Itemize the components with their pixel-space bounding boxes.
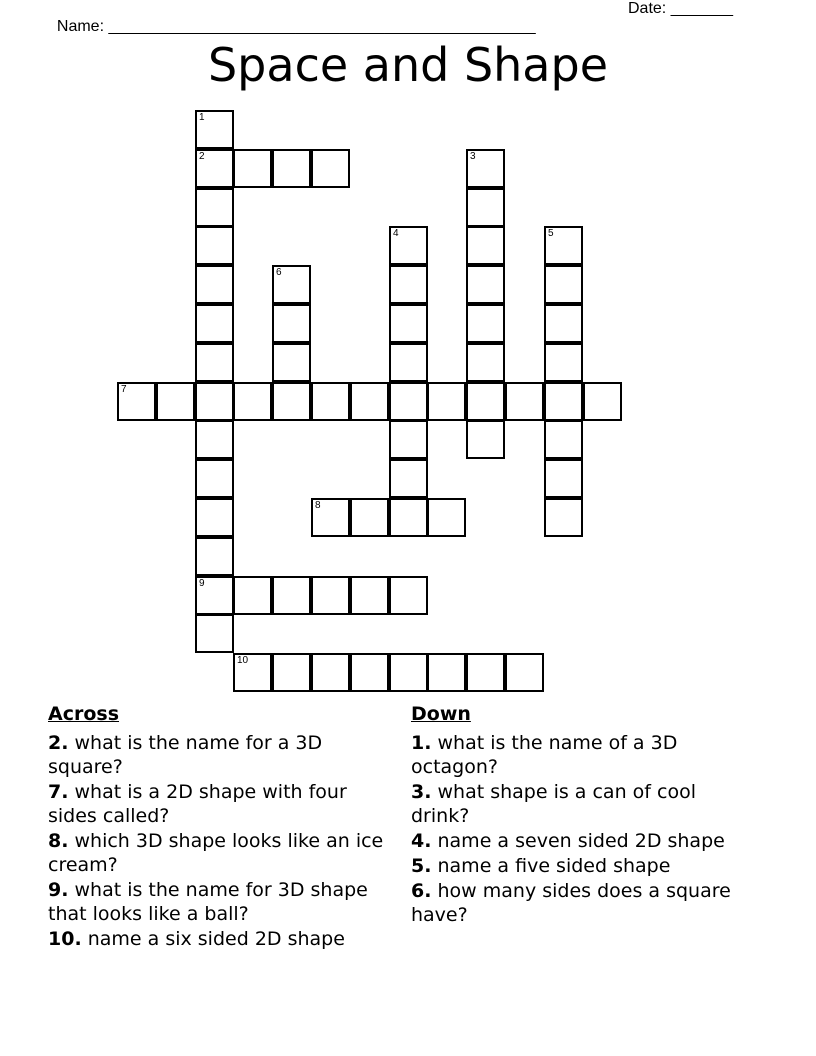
cell-clue-number: 7 (121, 384, 127, 395)
clue-text: what shape is a can of cool drink? (411, 781, 696, 827)
across-clue-7 (48, 780, 388, 828)
crossword-cell[interactable] (195, 149, 234, 188)
crossword-cell[interactable] (272, 304, 311, 343)
crossword-cell[interactable] (195, 188, 234, 227)
across-heading: Across (48, 703, 120, 725)
crossword-cell[interactable] (311, 149, 350, 188)
cell-clue-number: 2 (199, 151, 205, 162)
crossword-cell[interactable] (544, 304, 583, 343)
crossword-cell[interactable] (195, 576, 234, 615)
across-clue-2 (48, 731, 388, 779)
crossword-cell[interactable] (195, 226, 234, 265)
crossword-cell[interactable] (544, 498, 583, 537)
clue-number: 7. (48, 781, 69, 803)
crossword-cell[interactable] (466, 420, 505, 459)
crossword-cell[interactable] (389, 459, 428, 498)
crossword-cell[interactable] (195, 382, 234, 421)
cell-clue-number: 10 (237, 655, 249, 666)
crossword-cell[interactable] (156, 382, 195, 421)
crossword-cell[interactable] (311, 498, 350, 537)
cell-clue-number: 1 (199, 112, 205, 123)
crossword-cell[interactable] (272, 382, 311, 421)
crossword-cell[interactable] (311, 653, 350, 692)
crossword-cell[interactable] (272, 343, 311, 382)
crossword-cell[interactable] (389, 265, 428, 304)
clue-number: 9. (48, 879, 69, 901)
crossword-cell[interactable] (544, 459, 583, 498)
crossword-cell[interactable] (466, 188, 505, 227)
clue-number: 1. (411, 732, 432, 754)
crossword-cell[interactable] (195, 304, 234, 343)
crossword-cell[interactable] (272, 576, 311, 615)
crossword-cell[interactable] (544, 382, 583, 421)
crossword-cell[interactable] (505, 382, 544, 421)
down-clue-1 (411, 731, 751, 779)
crossword-cell[interactable] (389, 420, 428, 459)
crossword-cell[interactable] (272, 265, 311, 304)
crossword-cell[interactable] (195, 498, 234, 537)
crossword-cell[interactable] (583, 382, 622, 421)
crossword-cell[interactable] (350, 576, 389, 615)
clue-number: 3. (411, 781, 432, 803)
crossword-cell[interactable] (544, 420, 583, 459)
crossword-cell[interactable] (233, 149, 272, 188)
crossword-cell[interactable] (427, 382, 466, 421)
cell-clue-number: 4 (393, 228, 399, 239)
crossword-cell[interactable] (350, 653, 389, 692)
crossword-cell[interactable] (195, 110, 234, 149)
crossword-cell[interactable] (350, 382, 389, 421)
crossword-cell[interactable] (233, 576, 272, 615)
crossword-cell[interactable] (195, 537, 234, 576)
across-clue-10 (48, 927, 388, 951)
clue-number: 6. (411, 880, 432, 902)
cell-clue-number: 3 (470, 151, 476, 162)
cell-clue-number: 9 (199, 578, 205, 589)
crossword-cell[interactable] (466, 382, 505, 421)
clue-text: what is the name for a 3D square? (48, 732, 323, 778)
clue-number: 5. (411, 855, 432, 877)
crossword-cell[interactable] (466, 304, 505, 343)
crossword-cell[interactable] (272, 653, 311, 692)
crossword-cell[interactable] (195, 420, 234, 459)
clue-text: name a seven sided 2D shape (437, 830, 725, 852)
cell-clue-number: 6 (276, 267, 282, 278)
crossword-cell[interactable] (466, 226, 505, 265)
crossword-cell[interactable] (233, 382, 272, 421)
clue-number: 10. (48, 928, 82, 950)
down-heading: Down (411, 703, 471, 725)
crossword-cell[interactable] (117, 382, 156, 421)
crossword-cell[interactable] (466, 653, 505, 692)
crossword-cell[interactable] (427, 498, 466, 537)
clue-number: 4. (411, 830, 432, 852)
clue-number: 2. (48, 732, 69, 754)
page-title: Space and Shape (207, 38, 608, 92)
crossword-cell[interactable] (389, 498, 428, 537)
crossword-cell[interactable] (466, 265, 505, 304)
crossword-cell[interactable] (544, 226, 583, 265)
across-clue-9 (48, 878, 388, 926)
crossword-cell[interactable] (272, 149, 311, 188)
crossword-cell[interactable] (389, 576, 428, 615)
down-clue-6 (411, 879, 751, 927)
clue-text: how many sides does a square have? (411, 880, 731, 926)
crossword-cell[interactable] (389, 653, 428, 692)
cell-clue-number: 8 (315, 500, 321, 511)
crossword-cell[interactable] (466, 343, 505, 382)
down-clues (411, 701, 751, 928)
crossword-cell[interactable] (389, 343, 428, 382)
crossword-cell[interactable] (350, 498, 389, 537)
crossword-cell[interactable] (311, 382, 350, 421)
crossword-cell[interactable] (389, 304, 428, 343)
crossword-cell[interactable] (195, 459, 234, 498)
down-clue-5 (411, 854, 751, 878)
clue-number: 8. (48, 830, 69, 852)
clue-text: name a five sided shape (437, 855, 671, 877)
crossword-cell[interactable] (466, 149, 505, 188)
down-clue-4 (411, 829, 751, 853)
date-field-label[interactable]: Date: _______ (628, 0, 733, 17)
crossword-cell[interactable] (427, 653, 466, 692)
down-clue-3 (411, 780, 751, 828)
crossword-cell[interactable] (195, 614, 234, 653)
clue-text: what is a 2D shape with four sides called? (48, 781, 347, 827)
crossword-cell[interactable] (389, 382, 428, 421)
cell-clue-number: 5 (548, 228, 554, 239)
crossword-cell[interactable] (195, 343, 234, 382)
clue-text: what is the name of a 3D octagon? (411, 732, 678, 778)
crossword-cell[interactable] (311, 576, 350, 615)
name-field-label[interactable]: Name: ________________________________________________ (56, 18, 536, 35)
across-clue-8 (48, 829, 388, 877)
crossword-cell[interactable] (195, 265, 234, 304)
crossword-cell[interactable] (505, 653, 544, 692)
across-clues (48, 701, 388, 952)
crossword-cell[interactable] (389, 226, 428, 265)
crossword-cell[interactable] (544, 265, 583, 304)
crossword-cell[interactable] (233, 653, 272, 692)
clue-text: what is the name for 3D shape that looks like a ball? (48, 879, 368, 925)
clue-text: which 3D shape looks like an ice cream? (48, 830, 384, 876)
crossword-cell[interactable] (544, 343, 583, 382)
clue-text: name a six sided 2D shape (87, 928, 345, 950)
